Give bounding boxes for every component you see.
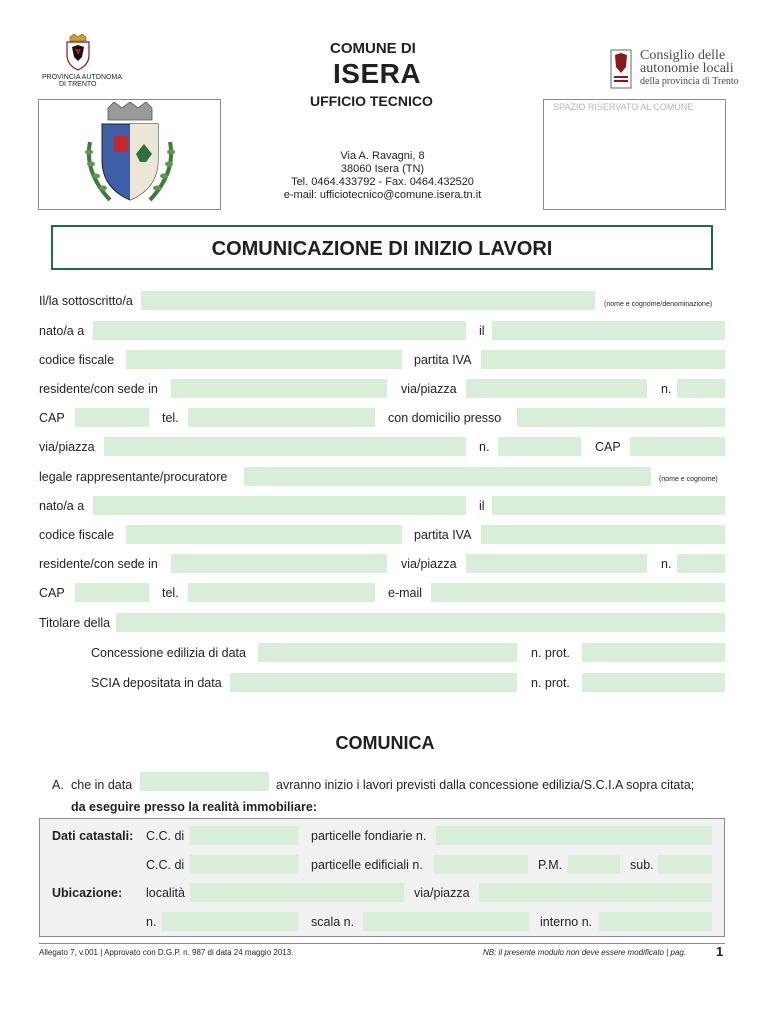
office-name: UFFICIO TECNICO: [310, 93, 433, 109]
cap-label: CAP: [39, 411, 65, 425]
cap-input[interactable]: [75, 408, 149, 427]
legale-il-input[interactable]: [492, 496, 725, 515]
sottoscritto-input[interactable]: [141, 291, 595, 310]
localita-input[interactable]: [190, 883, 404, 902]
item-a-text: avranno inizio i lavori previsti dalla concessione edilizia/S.C.I.A sopra citata;: [276, 778, 695, 792]
particelle-edificiali-input[interactable]: [434, 855, 528, 874]
domicilio-via-input[interactable]: [104, 437, 466, 456]
consiglio-text: [640, 49, 739, 88]
address-line-1: Via A. Ravagni, 8: [340, 150, 425, 162]
ubicazione-label: Ubicazione:: [52, 886, 123, 900]
via-piazza-input[interactable]: [466, 379, 647, 398]
comune-di: COMUNE DI: [330, 40, 416, 57]
pm-input[interactable]: [568, 855, 620, 874]
civic-number-label: n.: [661, 382, 672, 396]
civic-number-input[interactable]: [677, 379, 725, 398]
ubicazione-n-label: n.: [146, 915, 157, 929]
nome-cognome-note: (nome e cognome): [659, 476, 718, 483]
provincia-label-1: PROVINCIA AUTONOMA: [42, 74, 122, 81]
domicilio-n-input[interactable]: [498, 437, 581, 456]
concessione-prot-label: n. prot.: [531, 646, 570, 660]
nato-a-input[interactable]: [93, 321, 466, 340]
codice-fiscale-label: codice fiscale: [39, 353, 115, 367]
legale-piva-input[interactable]: [481, 525, 725, 544]
provincia-emblem-icon: [64, 33, 92, 71]
concessione-label: Concessione edilizia di data: [91, 646, 246, 660]
consiglio-line-2: autonomie locali: [640, 61, 734, 76]
legale-input[interactable]: [244, 467, 651, 486]
footer-rule: [39, 943, 725, 944]
nato-a-label: nato/a a: [39, 324, 85, 338]
ubicazione-via-input[interactable]: [479, 883, 712, 902]
consiglio-line-1: Consiglio delle: [640, 48, 726, 63]
address-line-2: 38060 Isera (TN): [340, 163, 425, 175]
legale-residente-label: residente/con sede in: [39, 557, 158, 571]
item-a-prefix: che in data: [71, 778, 133, 792]
concessione-date-input[interactable]: [258, 643, 517, 662]
town-name: ISERA: [333, 58, 422, 89]
isera-crest-icon: [80, 102, 180, 208]
domicilio-n-label: n.: [479, 440, 490, 454]
sottoscritto-label: Il/la sottoscritto/a: [39, 294, 133, 308]
email-input[interactable]: [431, 583, 725, 602]
il-label: il: [479, 324, 485, 338]
footer-left: Allegato 7, v.001 | Approvato con D.G.P. n. 987 di data 24 maggio 2013.: [39, 948, 294, 957]
legale-label: legale rappresentante/procuratore: [39, 470, 228, 484]
particelle-fondiarie-input[interactable]: [436, 826, 712, 845]
pm-label: P.M.: [538, 858, 563, 872]
legale-piva-label: partita IVA: [414, 528, 472, 542]
titolare-input[interactable]: [116, 613, 725, 632]
residente-label: residente/con sede in: [39, 382, 158, 396]
concessione-prot-input[interactable]: [582, 643, 725, 662]
email-line: e-mail: ufficiotecnico@comune.isera.tn.it: [283, 189, 482, 201]
partita-iva-label: partita IVA: [414, 353, 472, 367]
email-label: e-mail: [388, 586, 423, 600]
cc-input-1[interactable]: [190, 826, 298, 845]
legale-tel-input[interactable]: [188, 583, 375, 602]
legale-cf-input[interactable]: [126, 525, 402, 544]
tel-label: tel.: [162, 411, 179, 425]
interno-input[interactable]: [599, 912, 712, 931]
legale-cf-label: codice fiscale: [39, 528, 115, 542]
interno-label: interno n.: [540, 915, 593, 929]
particelle-fondiarie-label: particelle fondiarie n.: [311, 829, 427, 843]
legale-nato-label: nato/a a: [39, 499, 85, 513]
legale-via-input[interactable]: [466, 554, 647, 573]
nome-note: (nome e cognome/denominazione): [604, 301, 713, 308]
phone-line: Tel. 0464.433792 - Fax. 0464.432520: [291, 176, 474, 188]
provincia-label-2: DI TRENTO: [59, 81, 97, 88]
reserved-box-label: SPAZIO RISERVATO AL COMUNE: [553, 102, 694, 112]
scala-label: scala n.: [311, 915, 355, 929]
legale-nato-input[interactable]: [93, 496, 466, 515]
legale-tel-label: tel.: [162, 586, 179, 600]
domicilio-input[interactable]: [517, 408, 725, 427]
consiglio-line-3: della provincia di Trento: [640, 76, 739, 87]
particelle-edificiali-label: particelle edificiali n.: [311, 858, 423, 872]
codice-fiscale-input[interactable]: [126, 350, 402, 369]
legale-residente-input[interactable]: [171, 554, 387, 573]
legale-il-label: il: [479, 499, 485, 513]
item-a-letter: A.: [52, 778, 64, 792]
reserved-box: [543, 99, 726, 210]
legale-n-label: n.: [661, 557, 672, 571]
localita-label: località: [146, 886, 185, 900]
legale-cap-label: CAP: [39, 586, 65, 600]
via-piazza-label: via/piazza: [401, 382, 457, 396]
sub-input[interactable]: [658, 855, 712, 874]
consiglio-logo-icon: [610, 49, 632, 89]
il-input[interactable]: [492, 321, 725, 340]
cc-input-2[interactable]: [190, 855, 298, 874]
cc-label-1: C.C. di: [146, 829, 185, 843]
da-eseguire: da eseguire presso la realità immobiliare:: [71, 800, 317, 814]
domicilio-cap-input[interactable]: [630, 437, 725, 456]
scia-prot-label: n. prot.: [531, 676, 570, 690]
page-number: 1: [716, 944, 724, 959]
comunica-heading: COMUNICA: [335, 733, 435, 753]
scia-label: SCIA depositata in data: [91, 676, 222, 690]
scia-prot-input[interactable]: [582, 673, 725, 692]
titolare-label: Titolare della: [39, 616, 111, 630]
legale-cap-input[interactable]: [75, 583, 149, 602]
cc-label-2: C.C. di: [146, 858, 185, 872]
sub-label: sub.: [630, 858, 654, 872]
footer-right: NB: il presente modulo non deve essere modificato | pag.: [483, 948, 687, 957]
partita-iva-input[interactable]: [481, 350, 725, 369]
tel-input[interactable]: [188, 408, 375, 427]
legale-via-label: via/piazza: [401, 557, 457, 571]
start-date-input[interactable]: [140, 772, 269, 791]
legale-n-input[interactable]: [677, 554, 725, 573]
domicilio-label: con domicilio presso: [388, 411, 502, 425]
address-block: [250, 150, 515, 202]
domicilio-cap-label: CAP: [595, 440, 621, 454]
scia-date-input[interactable]: [230, 673, 517, 692]
ubicazione-via-label: via/piazza: [414, 886, 470, 900]
domicilio-via-label: via/piazza: [39, 440, 95, 454]
page-title: COMUNICAZIONE DI INIZIO LAVORI: [211, 238, 553, 260]
scala-input[interactable]: [363, 912, 529, 931]
residente-input[interactable]: [171, 379, 387, 398]
ubicazione-n-input[interactable]: [162, 912, 298, 931]
dati-catastali-label: Dati catastali:: [52, 829, 134, 843]
